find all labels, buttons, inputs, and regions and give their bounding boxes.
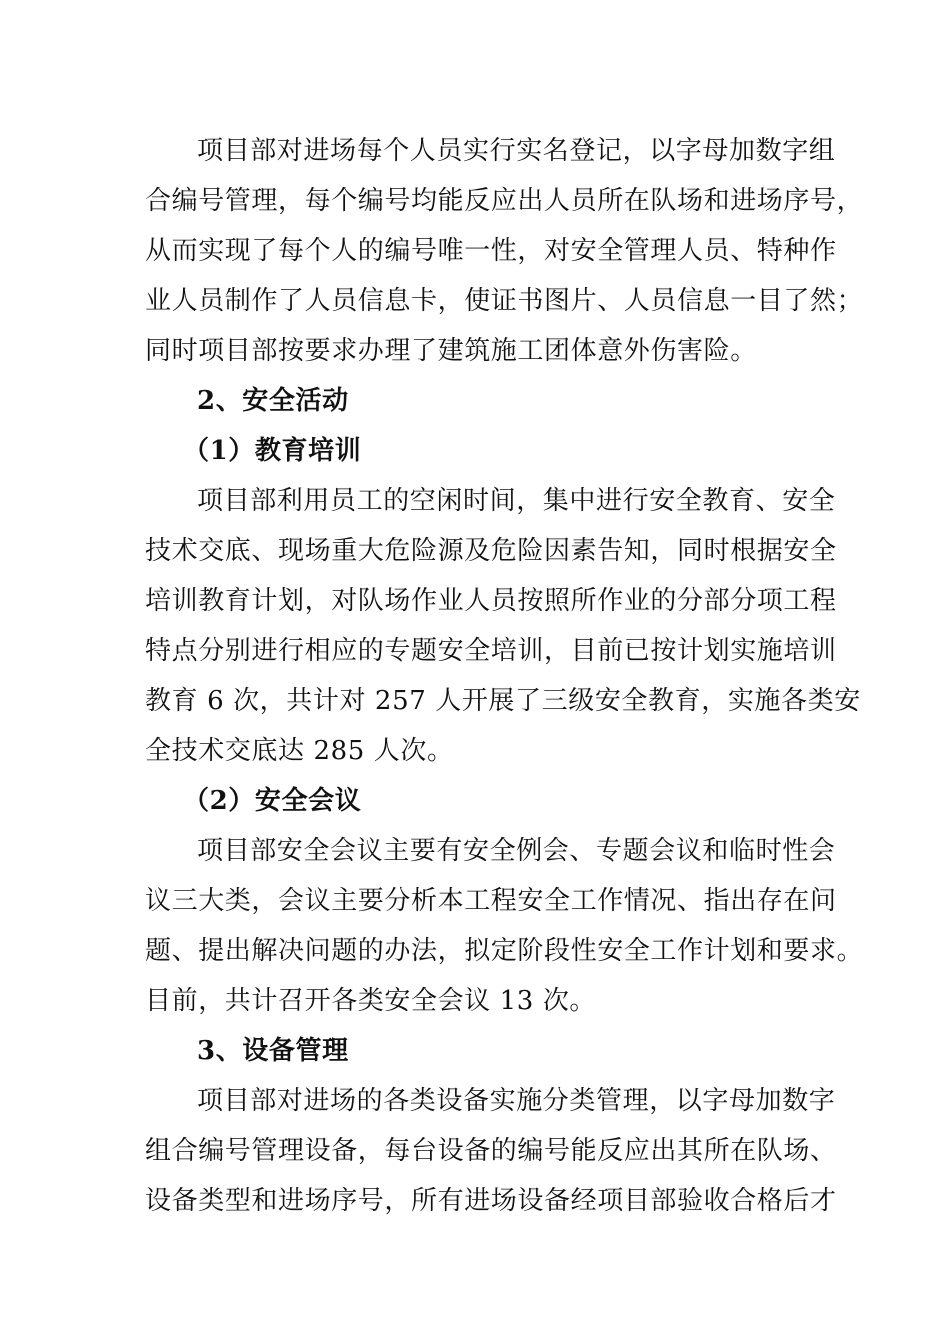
paragraph-line: 全技术交底达 285 人次。 bbox=[145, 736, 454, 766]
paragraph-line: 目前，共计召开各类安全会议 13 次。 bbox=[145, 986, 597, 1016]
paragraph-line: 设备类型和进场序号，所有进场设备经项目部验收合格后才 bbox=[145, 1186, 837, 1216]
paragraph-line: 从而实现了每个人的编号唯一性，对安全管理人员、特种作 bbox=[145, 236, 837, 266]
section-heading: 2、安全活动 bbox=[197, 386, 349, 416]
paragraph-line: 议三大类，会议主要分析本工程安全工作情况、指出存在问 bbox=[145, 886, 837, 916]
paragraph-line: 组合编号管理设备，每台设备的编号能反应出其所在队场、 bbox=[145, 1136, 837, 1166]
paragraph-line: 项目部利用员工的空闲时间，集中进行安全教育、安全 bbox=[197, 486, 836, 516]
paragraph-line: 项目部安全会议主要有安全例会、专题会议和临时性会 bbox=[197, 836, 836, 866]
section-heading: 3、设备管理 bbox=[197, 1036, 349, 1066]
paragraph-line: 合编号管理，每个编号均能反应出人员所在队场和进场序号， bbox=[145, 186, 864, 216]
paragraph-line: 技术交底、现场重大危险源及危险因素告知，同时根据安全 bbox=[145, 536, 837, 566]
paragraph-line: 项目部对进场的各类设备实施分类管理，以字母加数字 bbox=[197, 1086, 836, 1116]
paragraph-line: 特点分别进行相应的专题安全培训，目前已按计划实施培训 bbox=[145, 636, 837, 666]
paragraph-line: 同时项目部按要求办理了建筑施工团体意外伤害险。 bbox=[145, 336, 757, 366]
paragraph-line: 培训教育计划，对队场作业人员按照所作业的分部分项工程 bbox=[145, 586, 837, 616]
paragraph-line: 项目部对进场每个人员实行实名登记，以字母加数字组 bbox=[197, 136, 836, 166]
paragraph-line: 题、提出解决问题的办法，拟定阶段性安全工作计划和要求。 bbox=[145, 936, 864, 966]
subsection-heading: （2）安全会议 bbox=[183, 786, 362, 816]
paragraph-line: 业人员制作了人员信息卡，使证书图片、人员信息一目了然； bbox=[145, 286, 864, 316]
subsection-heading: （1）教育培训 bbox=[183, 436, 362, 466]
paragraph-line: 教育 6 次，共计对 257 人开展了三级安全教育，实施各类安 bbox=[145, 686, 861, 716]
